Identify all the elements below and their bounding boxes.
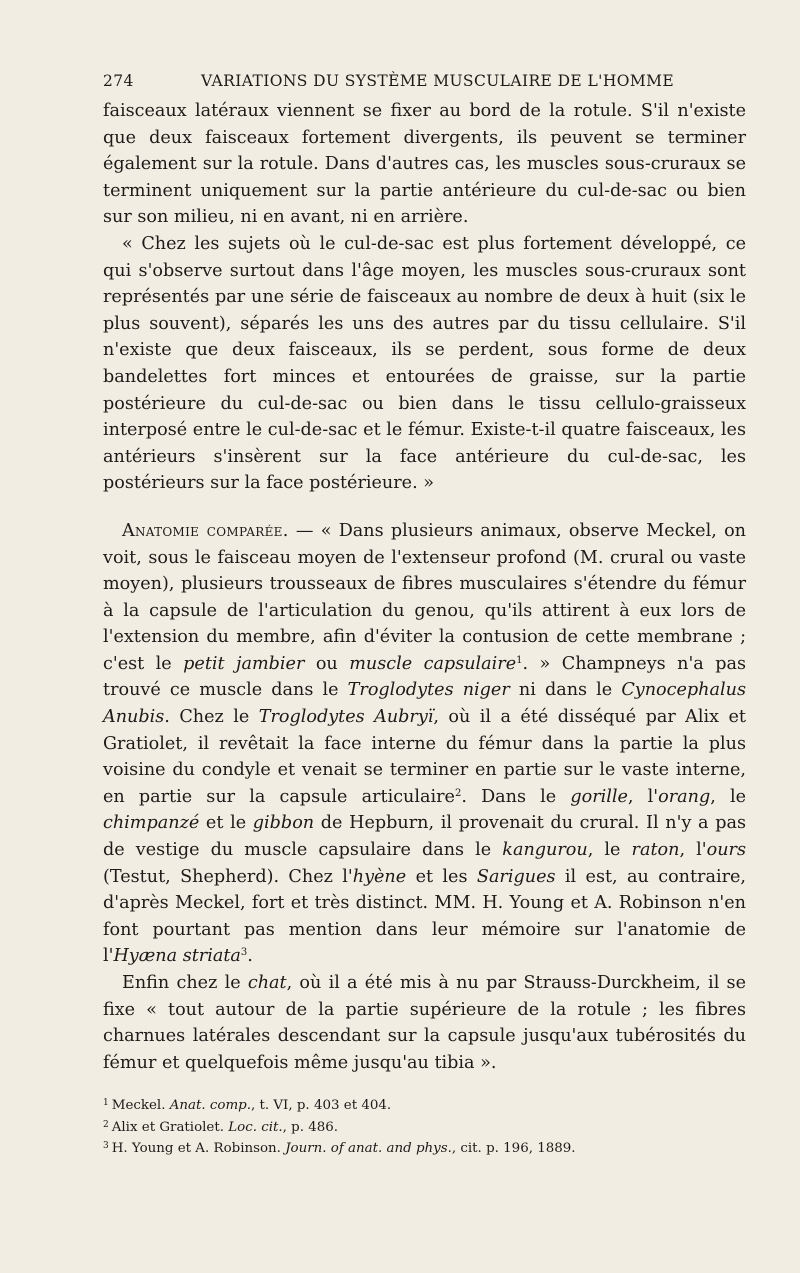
footnote-text: , t. VI, p. 403 et 404. [250, 1098, 392, 1114]
text-run: . [247, 946, 253, 967]
italic-term: gibbon [252, 813, 315, 834]
footnote-text: H. Young et A. Robinson. [111, 1141, 286, 1157]
italic-term: raton [631, 840, 680, 861]
text-run: ou [304, 653, 350, 674]
italic-term: ours [706, 840, 746, 861]
italic-term: orang [658, 786, 711, 807]
text-run: (Testut, Shepherd). Chez l' [103, 866, 353, 887]
text-run: , où il a été disséqué par Alix et Gratiolet, il revêtait la face interne du fémur dans la partie la plus voisine du condyle et venait se terminer en partie sur le vaste interne, en partie sur la capsule articulaire [103, 707, 746, 807]
page-number: 274 [103, 72, 134, 90]
text-run: , le [710, 786, 746, 807]
footnote-title: Anat. comp. [169, 1098, 251, 1114]
page-header [103, 72, 746, 98]
italic-term: hyène [352, 866, 407, 887]
text-run: , l' [627, 786, 659, 807]
text-run: . Chez le [164, 707, 259, 728]
footnote-mark: 3 [103, 1141, 109, 1152]
footnote-mark: 2 [103, 1119, 109, 1130]
footnote-text: Meckel. [111, 1098, 170, 1114]
italic-term: chimpanzé [103, 813, 200, 834]
text-run: ni dans le [509, 680, 622, 701]
footnote-2 [103, 1116, 746, 1138]
text-run: , le [587, 840, 632, 861]
text-run: . Dans le [461, 786, 571, 807]
body-text [103, 98, 746, 1076]
text-run: et le [199, 813, 253, 834]
text-run: il est, au contraire, d'après Meckel, fort et très distinct. MM. H. Young et A. Robinson n'en font pourtant pas mention dans leur mémoire sur l'anatomie de l' [103, 866, 747, 967]
italic-term: Cynocephalus Anubis [103, 680, 746, 728]
footnote-text: Alix et Gratiolet. [111, 1119, 229, 1135]
italic-term: Troglodytes niger [347, 680, 510, 701]
footnote-text: , cit. p. 196, 1889. [451, 1141, 576, 1157]
footnote-1 [103, 1094, 746, 1116]
paragraph-3 [103, 518, 746, 970]
text-run: de Hepburn, il provenait du crural. Il n'y a pas de vestige du muscle capsulaire dans le [103, 813, 746, 861]
italic-term: gorille [570, 786, 628, 807]
footnotes [103, 1094, 746, 1159]
footnote-title: Loc. cit. [228, 1119, 283, 1135]
running-title: VARIATIONS DU SYSTÈME MUSCULAIRE DE L'HOMME [201, 72, 675, 90]
section-heading: Anatomie comparée. [122, 520, 289, 541]
book-page [103, 72, 746, 1159]
text-run: et les [406, 866, 477, 887]
italic-term: chat [247, 973, 287, 993]
italic-term: muscle capsulaire [349, 653, 517, 674]
italic-term: kangurou [502, 840, 588, 861]
text-run: . » Champneys n'a pas trouvé ce muscle dans le [103, 653, 747, 701]
footnote-3 [103, 1137, 746, 1159]
footnote-ref[interactable]: 2 [454, 787, 462, 799]
paragraph-1: faisceaux latéraux viennent se fixer au bord de la rotule. S'il n'existe que deux faisceaux fortement divergents, ils peuvent se terminer également sur la rotule. Dans d'autres cas, les muscles sous-cruraux se terminent uniquement sur la partie antérieure du cul-de-sac ou bien sur son milieu, ni en avant, ni en arrière. [103, 101, 746, 228]
footnote-title: Journ. of anat. and phys. [285, 1141, 452, 1157]
text-run: , où il a été mis à nu par Strauss-Durckheim, il se fixe « tout autour de la partie supérieure de la rotule ; les fibres charnues latérales descendant sur la capsule jusqu'aux tubérosités du fémur et quelquefois même jusqu'au tibia ». [103, 973, 746, 1073]
text-run: Enfin chez le [122, 973, 248, 993]
footnote-ref[interactable]: 1 [516, 654, 523, 666]
italic-term: petit jambier [183, 653, 305, 674]
paragraph-2: « Chez les sujets où le cul-de-sac est plus fortement développé, ce qui s'observe surtout dans l'âge moyen, les muscles sous-cruraux sont représentés par une série de faisceaux au nombre de deux à huit (six le plus souvent), séparés les uns des autres par du tissu cellulaire. S'il n'existe que deux faisceaux, ils se perdent, sous forme de deux bandelettes fort minces et entourées de graisse, sur la partie postérieure du cul-de-sac ou bien dans le tissu cellulo-graisseux interposé entre le cul-de-sac et le fémur. Existe-t-il quatre faisceaux, les antérieurs s'insèrent sur la face antérieure du cul-de-sac, les postérieurs sur la face postérieure. » [103, 233, 746, 494]
footnote-mark: 1 [103, 1098, 109, 1109]
italic-term: Sarigues [476, 866, 556, 887]
italic-term: Troglodytes Aubryï [258, 707, 434, 728]
footnote-text: , p. 486. [282, 1119, 339, 1135]
text-run: , l' [679, 840, 707, 861]
footnote-ref[interactable]: 3 [240, 947, 248, 959]
italic-term: Hyæna striata [113, 946, 241, 967]
paragraph-4 [103, 970, 746, 1076]
text-run: — « Dans plusieurs animaux, observe Meckel, on voit, sous le faisceau moyen de l'extenseur profond (M. crural ou vaste moyen), plusieurs trousseaux de fibres musculaires s'étendre du fémur à la capsule de l'articulation du genou, qu'ils attirent à eux lors de l'extension du membre, afin d'éviter la contusion de cette membrane ; c'est le [103, 520, 746, 674]
